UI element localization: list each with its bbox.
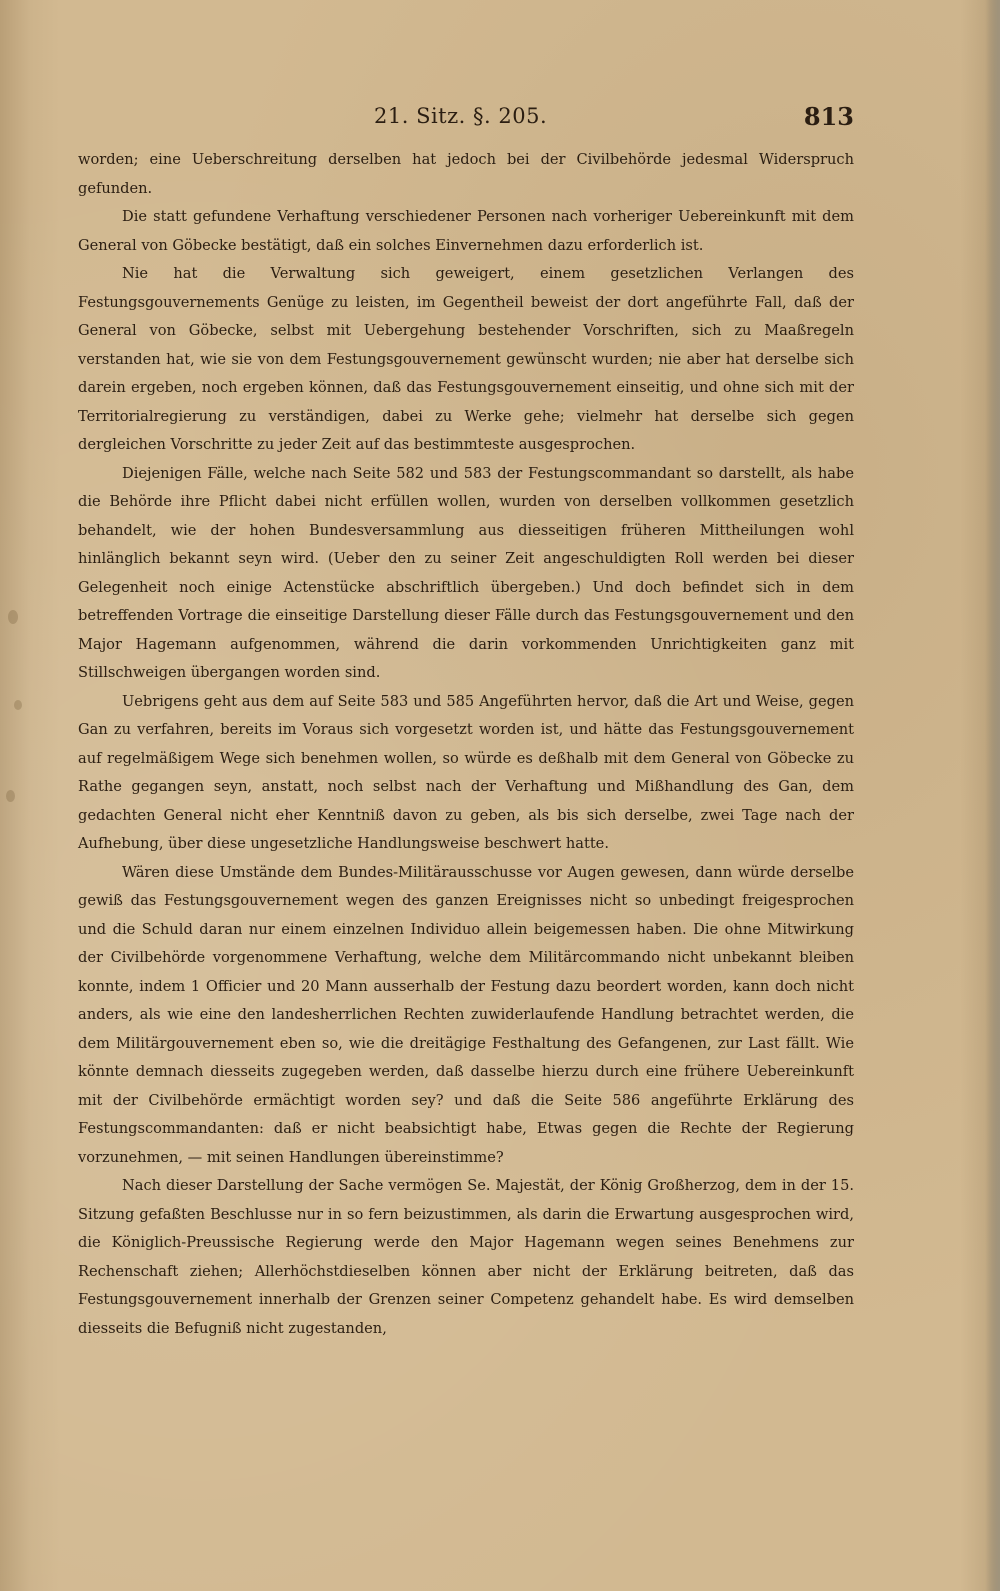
paragraph: Nie hat die Verwaltung sich geweigert, einem gesetzlichen Verlangen des Festungsgouvernements Genüge zu leisten, im Gegentheil beweist der dort angeführte Fall, daß der General von Göbecke, selbst mit Uebergehung bestehender Vorschriften, sich zu Maaßregeln verstanden hat, wie sie von dem Festungsgouvernement gewünscht wurden; nie aber hat derselbe sich darein ergeben, noch ergeben können, daß das Festungsgouvernement einseitig, und ohne sich mit der Territorialregierung zu verständigen, dabei zu Werke gehe; vielmehr hat derselbe sich gegen dergleichen Vorschritte zu jeder Zeit auf das bestimmteste ausgesprochen.	[78, 265, 854, 453]
paragraph: Wären diese Umstände dem Bundes-Militärausschusse vor Augen gewesen, dann würde derselbe gewiß das Festungsgouvernement wegen des ganzen Ereignisses nicht so unbedingt freigesprochen und die Schuld daran nur einem einzelnen Individuo allein beigemessen haben. Die ohne Mitwirkung der Civilbehörde vorgenommene Verhaftung, welche dem Militärcommando nicht unbekannt bleiben konnte, indem 1 Officier und 20 Mann ausserhalb der Festung dazu beordert worden, kann doch nicht anders, als wie eine den landesherrlichen Rechten zuwiderlaufende Handlung betrachtet werden, die dem Militärgouvernement eben so, wie die dreitägige Festhaltung des Gefangenen, zur Last fällt. Wie könnte demnach diesseits zugegeben werden, daß dasselbe hierzu durch eine frühere Uebereinkunft mit der Civilbehörde ermächtigt worden sey? und daß die Seite 586 angeführte Erklärung des Festungscommandanten: daß er nicht beabsichtigt habe, Etwas gegen die Rechte der Regierung vorzunehmen, — mit seinen Handlungen übereinstimme?	[78, 863, 854, 1166]
paragraph: Diejenigen Fälle, welche nach Seite 582 und 583 der Festungscommandant so darstellt, als habe die Behörde ihre Pflicht dabei nicht erfüllen wollen, wurden von derselben vollkommen gesetzlich behandelt, wie der hohen Bundesversammlung aus diesseitigen früheren Mittheilungen wohl hinlänglich bekannt seyn wird. (Ueber den zu seiner Zeit angeschuldigten Roll werden bei dieser Gelegenheit noch einige Actenstücke abschriftlich übergeben.) Und doch befindet sich in dem betreffenden Vortrage die einseitige Darstellung dieser Fälle durch das Festungsgouvernement und den Major Hagemann aufgenommen, während die darin vorkommenden Unrichtigkeiten ganz mit Stillschweigen übergangen worden sind.	[78, 464, 854, 681]
paper-stain	[6, 790, 15, 802]
paragraph: Uebrigens geht aus dem auf Seite 583 und 585 Angeführten hervor, daß die Art und Weise, gegen Gan zu verfahren, bereits im Voraus sich vorgesetzt worden ist, und hätte das Festungsgouvernement auf regelmäßigem Wege sich benehmen wollen, so würde es deßhalb mit dem General von Göbecke zu Rathe gegangen seyn, anstatt, noch selbst nach der Verhaftung und Mißhandlung des Gan, dem gedachten General nicht eher Kenntniß davon zu geben, als bis sich derselbe, zwei Tage nach der Aufhebung, über diese ungesetzliche Handlungsweise beschwert hatte.	[78, 692, 854, 852]
paper-stain	[14, 700, 22, 710]
paper-stain	[8, 610, 18, 624]
page-edge-shadow	[986, 0, 1000, 1591]
running-head: 21. Sitz. §. 205.	[374, 104, 548, 128]
page-header	[78, 100, 854, 136]
paragraph: Nach dieser Darstellung der Sache vermögen Se. Majestät, der König Großherzog, dem in der 15. Sitzung gefaßten Beschlusse nur in so fern beizustimmen, als darin die Erwartung ausgesprochen wird, die Königlich-Preussische Regierung werde den Major Hagemann wegen seines Benehmens zur Rechenschaft ziehen; Allerhöchstdieselben können aber nicht der Erklärung beitreten, daß das Festungsgouvernement innerhalb der Grenzen seiner Competenz gehandelt habe. Es wird demselben diesseits die Befugniß nicht zugestanden,	[78, 1177, 854, 1337]
paragraph: Die statt gefundene Verhaftung verschiedener Personen nach vorheriger Uebereinkunft mit dem General von Göbecke bestätigt, daß ein solches Einvernehmen dazu erforderlich ist.	[78, 208, 854, 254]
body-text	[78, 146, 854, 1436]
page-number: 813	[803, 102, 854, 131]
paragraph: worden; eine Ueberschreitung derselben hat jedoch bei der Civilbehörde jedesmal Widerspruch gefunden.	[78, 151, 854, 197]
